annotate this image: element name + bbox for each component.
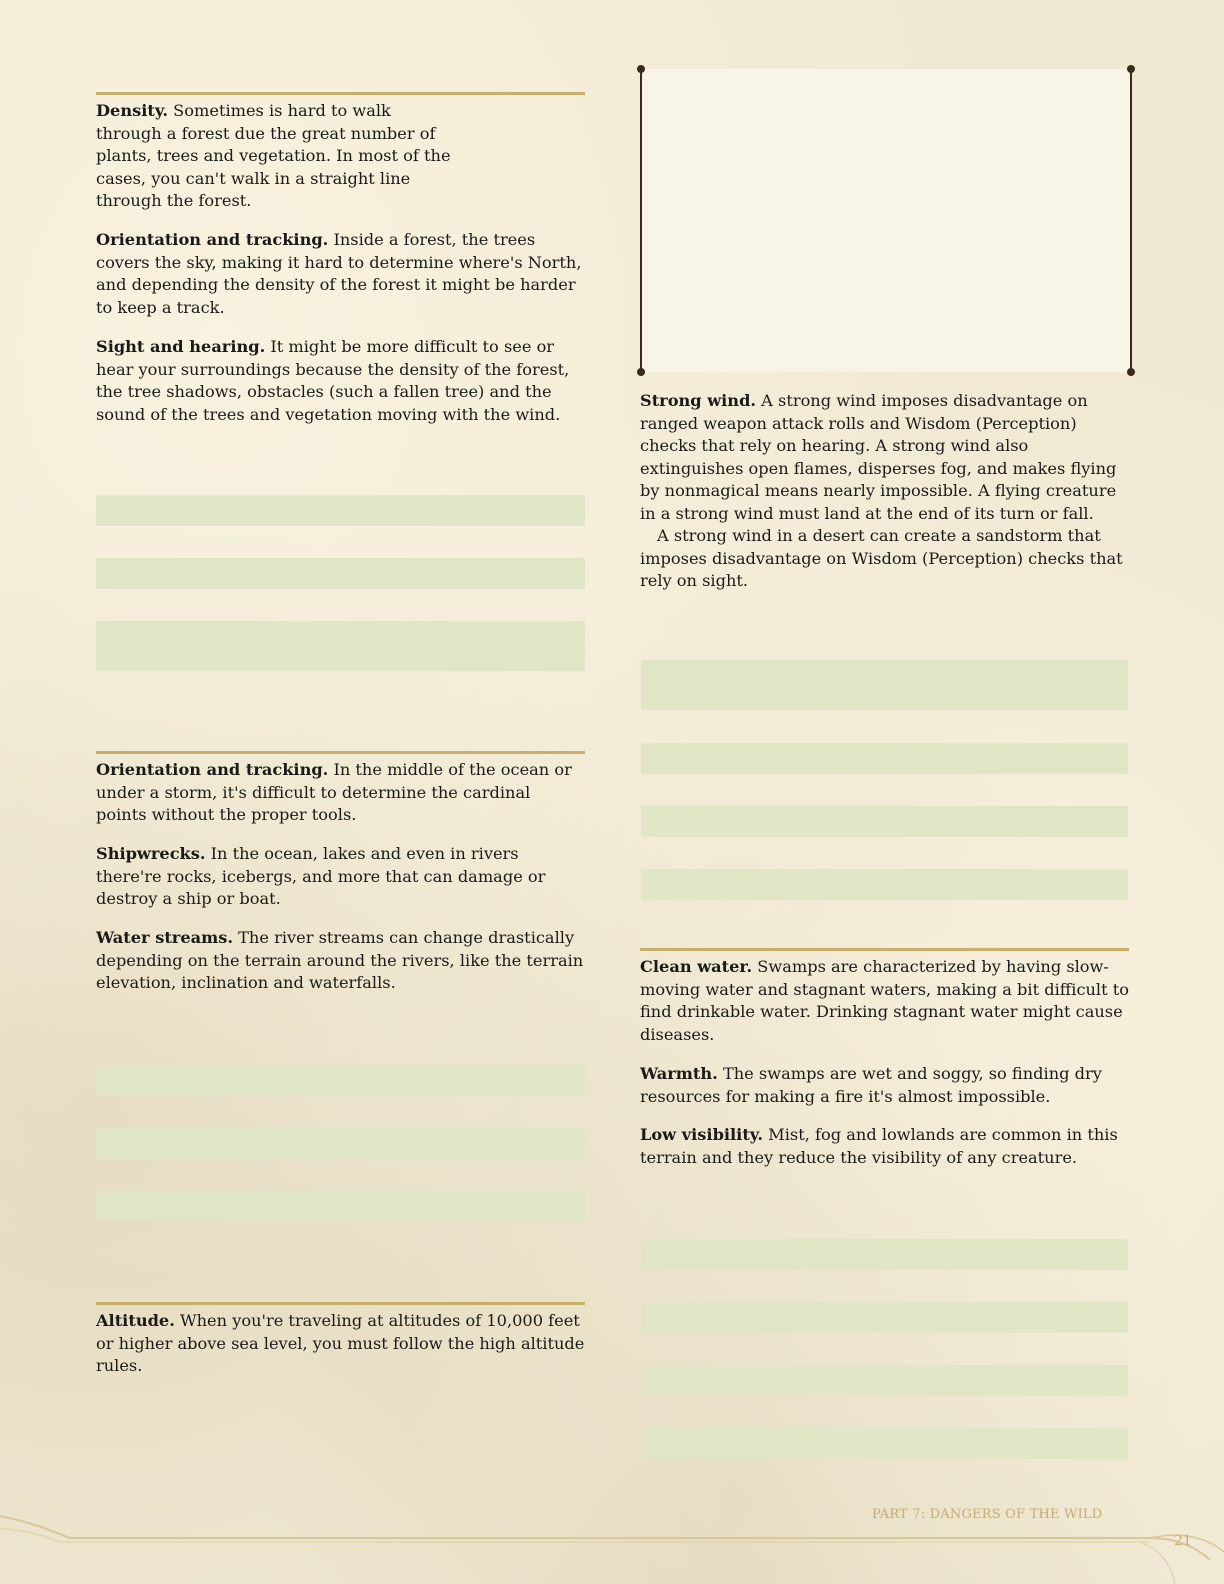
table-band [96, 621, 585, 671]
frame-corner-dot [1127, 368, 1135, 376]
rule-text: Mist, fog and lowlands are common in this terrain and they reduce the visibility of any creature. [640, 1125, 1118, 1167]
rule-orientation-forest [96, 229, 585, 319]
rule-term: Clean water. [640, 957, 753, 976]
table-band [641, 660, 1128, 710]
rule-term: Warmth. [640, 1064, 718, 1083]
rule-text: Sometimes is hard to walk through a forest due the great number of plants, trees and vegetation. In most of the cases, you can't walk in a straight line through the forest. [96, 101, 451, 210]
rule-term: Water streams. [96, 928, 233, 947]
rule-warmth [640, 1063, 1129, 1108]
rule-term: Shipwrecks. [96, 844, 206, 863]
rule-text: The river streams can change drastically depending on the terrain around the rivers, like the terrain elevation, inclination and waterfalls. [96, 928, 584, 992]
rule-term: Orientation and tracking. [96, 230, 329, 249]
table-band [641, 1302, 1128, 1333]
rule-text: In the middle of the ocean or under a storm, it's difficult to determine the cardinal points without the proper tools. [96, 760, 572, 824]
rule-water-streams [96, 927, 585, 995]
table-band [96, 1128, 585, 1159]
rule-shipwrecks [96, 843, 585, 911]
rule-term: Low visibility. [640, 1125, 763, 1144]
rule-clean-water [640, 956, 1129, 1046]
rule-altitude [96, 1310, 591, 1378]
rule-text: A strong wind imposes disadvantage on ranged weapon attack rolls and Wisdom (Perception) checks that rely on hearing. A strong wind also extinguishes open flames, disperses fog, and makes flying by nonmagical means nearly impossible. A flying creature in a strong wind must land at the end of its turn or fall. [640, 391, 1117, 523]
rule-strong-wind [640, 390, 1129, 525]
rule-sight-hearing [96, 336, 585, 426]
table-band [641, 1239, 1128, 1270]
section-rule-forest [96, 92, 585, 95]
table-band [96, 1191, 585, 1222]
table-band [96, 558, 585, 589]
table-band [641, 806, 1128, 837]
rule-strong-wind-desert [640, 525, 1129, 593]
frame-corner-dot [637, 65, 645, 73]
page-number: 21 [1174, 1533, 1192, 1549]
table-band [641, 743, 1128, 774]
rule-low-visibility [640, 1124, 1129, 1169]
table-band [96, 1065, 585, 1096]
illustration-frame [640, 69, 1132, 372]
footer-part-title: PART 7: DANGERS OF THE WILD [872, 1507, 1103, 1522]
frame-corner-dot [637, 368, 645, 376]
rule-text: Inside a forest, the trees covers the sky, making it hard to determine where's North, and depending the density of the forest it might be harder to keep a track. [96, 230, 582, 317]
rule-text: A strong wind in a desert can create a sandstorm that imposes disadvantage on Wisdom (Perception) checks that rely on sight. [640, 526, 1123, 590]
table-band [641, 1365, 1128, 1396]
rule-term: Altitude. [96, 1311, 175, 1330]
section-rule-water [96, 751, 585, 754]
rule-term: Density. [96, 101, 169, 120]
section-rule-mountain [96, 1302, 585, 1305]
rule-text: The swamps are wet and soggy, so finding dry resources for making a fire it's almost impossible. [640, 1064, 1102, 1106]
frame-corner-dot [1127, 65, 1135, 73]
rule-text: In the ocean, lakes and even in rivers there're rocks, icebergs, and more that can damage or destroy a ship or boat. [96, 844, 546, 908]
rule-term: Sight and hearing. [96, 337, 266, 356]
rule-text: It might be more difficult to see or hear your surroundings because the density of the forest, the tree shadows, obstacles (such a fallen tree) and the sound of the trees and vegetation moving with the wind. [96, 337, 570, 424]
rule-text: When you're traveling at altitudes of 10,000 feet or higher above sea level, you must follow the high altitude rules. [96, 1311, 585, 1375]
table-band [641, 1428, 1128, 1459]
rule-term: Orientation and tracking. [96, 760, 329, 779]
rule-density [96, 100, 456, 213]
rule-term: Strong wind. [640, 391, 757, 410]
table-band [96, 495, 585, 526]
rule-text: Swamps are characterized by having slow-moving water and stagnant waters, making a bit difficult to find drinkable water. Drinking stagnant water might cause diseases. [640, 957, 1130, 1044]
table-band [641, 869, 1128, 900]
section-rule-swamp [640, 948, 1129, 951]
rule-orientation-water [96, 759, 585, 827]
